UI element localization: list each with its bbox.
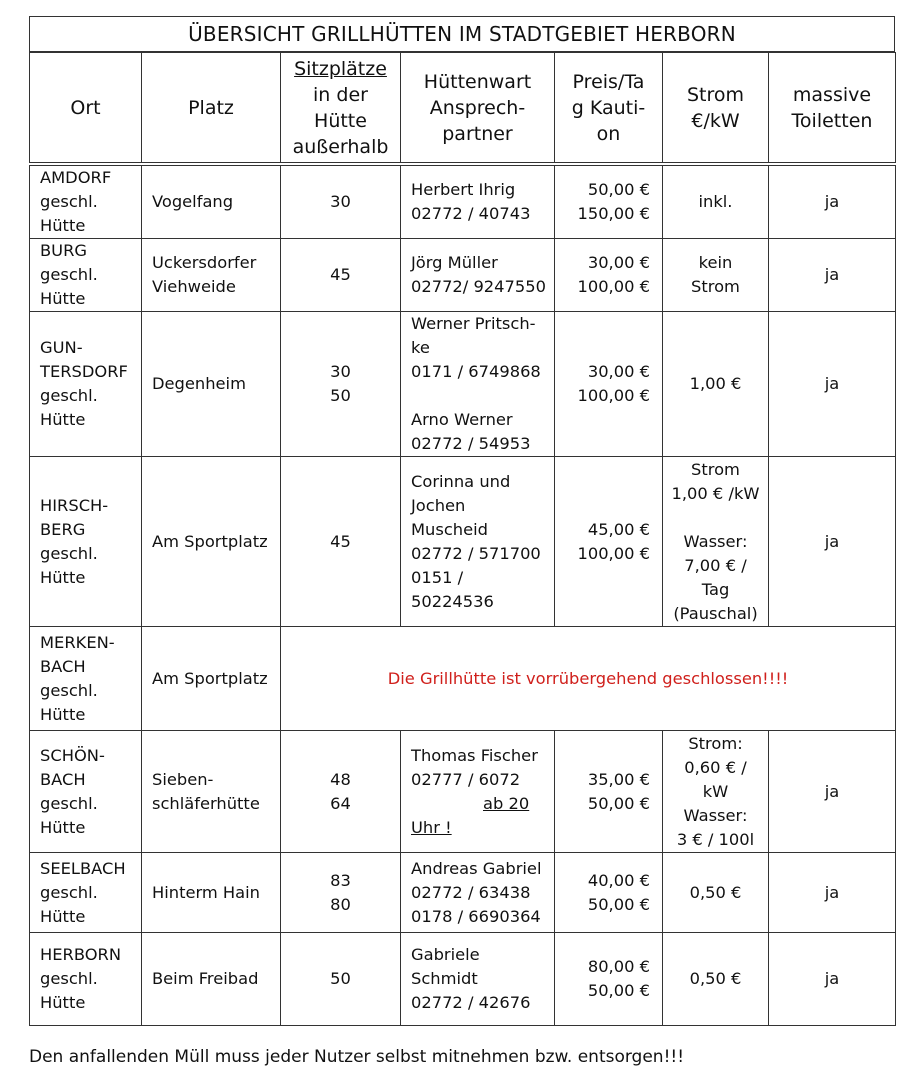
ort-line: Hütte (40, 216, 86, 235)
seats-line: 30 (330, 192, 351, 211)
strom-line: Wasser: (683, 531, 748, 551)
strom-line: Strom (691, 277, 740, 296)
contact-line: 02772 / 63438 (411, 882, 531, 902)
cell-platz (142, 312, 281, 457)
cell-contact (401, 853, 555, 933)
title-box (29, 16, 895, 52)
header-contact-line: Ansprech- (429, 96, 526, 119)
contact-line: Herbert Ihrig (411, 180, 516, 199)
header-price-line: on (596, 122, 621, 145)
cell-price (555, 933, 663, 1026)
cell-ort (30, 853, 142, 933)
contact-line: Corinna und (411, 471, 511, 491)
contact-line: 0171 / 6749868 (411, 362, 541, 381)
table-row (30, 627, 896, 731)
contact-line: Gabriele (411, 945, 480, 964)
cell-price (555, 731, 663, 853)
header-price-line: g Kauti- (571, 96, 646, 119)
cell-strom (663, 312, 769, 457)
ort-line: geschl. (40, 386, 98, 405)
ort-line: geschl. (40, 793, 98, 813)
seats-line: 45 (330, 531, 351, 551)
ort-line: AMDORF (40, 168, 112, 187)
contact-line: Thomas Fischer (411, 745, 538, 765)
cell-strom (663, 731, 769, 853)
ort-line: geschl. (40, 882, 98, 902)
strom-gap (663, 506, 768, 530)
table-row (30, 933, 896, 1026)
contact-line: Jochen (411, 495, 466, 515)
cell-ort (30, 166, 142, 239)
cell-seats (281, 457, 401, 627)
price-line: 50,00 € (587, 180, 650, 199)
ort-line: geschl. (40, 543, 98, 563)
cell-ort (30, 933, 142, 1026)
header-seats-line: in der (313, 83, 368, 106)
header-strom (663, 53, 769, 163)
document-sheet (29, 16, 895, 1026)
cell-ort (30, 731, 142, 853)
cell-toilets: ja (769, 239, 896, 312)
huts-table (29, 52, 896, 1026)
cell-strom (663, 239, 769, 312)
header-platz: Platz (142, 53, 281, 163)
cell-price (555, 457, 663, 627)
page-title: ÜBERSICHT GRILLHÜTTEN IM STADTGEBIET HERBORN (30, 17, 895, 52)
price-line: 30,00 € (587, 362, 650, 381)
price-line: 50,00 € (587, 894, 650, 914)
header-row (30, 53, 896, 163)
cell-seats (281, 933, 401, 1026)
contact-line: Jörg Müller (411, 253, 498, 272)
cell-toilets: ja (769, 312, 896, 457)
seats-line: 50 (330, 969, 351, 988)
ort-line: SCHÖN- (40, 745, 105, 765)
platz-line: Am Sportplatz (152, 531, 268, 551)
ort-line: geschl. (40, 969, 98, 988)
strom-line: kein (698, 253, 733, 272)
ort-line: Hütte (40, 993, 86, 1012)
footer-note: Den anfallenden Müll muss jeder Nutzer selbst mitnehmen bzw. entsorgen!!! (29, 1047, 685, 1067)
cell-toilets: ja (769, 166, 896, 239)
header-price (555, 53, 663, 163)
cell-contact (401, 239, 555, 312)
table-row (30, 457, 896, 627)
cell-contact (401, 312, 555, 457)
cell-price (555, 239, 663, 312)
price-line: 100,00 € (577, 277, 650, 296)
cell-ort (30, 239, 142, 312)
contact-line: ke (411, 338, 430, 357)
contact-line: 0178 / 6690364 (411, 906, 541, 926)
closed-notice: Die Grillhütte ist vorrübergehend geschlossen!!!! (281, 627, 896, 731)
ort-line: geschl. (40, 680, 98, 700)
ort-line: SEELBACH (40, 858, 126, 878)
cell-seats (281, 239, 401, 312)
strom-line: 3 € / 100l (676, 829, 755, 849)
contact-line: 02772 / 54953 (411, 434, 531, 453)
contact-line: Muscheid (411, 519, 488, 539)
ort-line: Hütte (40, 289, 86, 308)
ort-line: GUN- (40, 338, 83, 357)
ort-line: Hütte (40, 817, 86, 837)
cell-seats (281, 731, 401, 853)
contact-line: 0151 / (411, 567, 464, 587)
cell-platz (142, 166, 281, 239)
cell-seats (281, 166, 401, 239)
strom-line: 1,00 € (689, 374, 742, 393)
contact-line: 02772/ 9247550 (411, 277, 546, 296)
strom-line: 0,50 € (689, 882, 742, 902)
ort-line: Hütte (40, 704, 86, 724)
cell-strom (663, 853, 769, 933)
strom-line: 0,50 € (689, 969, 742, 988)
header-price-line: Preis/Ta (572, 70, 645, 93)
header-contact-line: partner (442, 122, 513, 145)
seats-line: 30 (330, 362, 351, 381)
cell-contact (401, 166, 555, 239)
cell-contact (401, 933, 555, 1026)
ort-line: BACH (40, 656, 86, 676)
cell-platz (142, 853, 281, 933)
platz-line: Am Sportplatz (152, 668, 268, 688)
header-toilets-line: massive (792, 83, 872, 106)
table-row (30, 166, 896, 239)
header-contact (401, 53, 555, 163)
table-row (30, 312, 896, 457)
header-toilets-line: Toiletten (791, 109, 873, 132)
contact-gap (411, 384, 554, 408)
header-contact-line: Hüttenwart (423, 70, 532, 93)
table-row (30, 731, 896, 853)
cell-price (555, 166, 663, 239)
platz-line: schläferhütte (152, 793, 260, 813)
cell-price (555, 853, 663, 933)
cell-price (555, 312, 663, 457)
contact-line: Werner Pritsch- (411, 314, 536, 333)
contact-line: Andreas Gabriel (411, 858, 542, 878)
strom-line: Wasser: (683, 805, 748, 825)
header-seats (281, 53, 401, 163)
ort-line: geschl. (40, 265, 98, 284)
ort-line: MERKEN- (40, 632, 115, 652)
cell-toilets: ja (769, 457, 896, 627)
ort-line: TERSDORF (40, 362, 128, 381)
cell-strom (663, 457, 769, 627)
ort-line: HIRSCH- (40, 495, 109, 515)
price-line: 45,00 € (587, 519, 650, 539)
seats-line: 83 (330, 870, 351, 890)
platz-line: Degenheim (152, 374, 246, 393)
cell-contact (401, 731, 555, 853)
strom-line: Strom (691, 459, 740, 479)
cell-strom (663, 166, 769, 239)
platz-line: Beim Freibad (152, 969, 259, 988)
contact-line: 02772 / 42676 (411, 993, 531, 1012)
cell-ort (30, 627, 142, 731)
contact-line: Schmidt (411, 969, 478, 988)
header-seats-line: Sitzplätze (294, 57, 387, 80)
contact-note-line: Uhr ! (411, 817, 452, 837)
strom-line: kW (702, 781, 729, 801)
table-row (30, 239, 896, 312)
seats-line: 64 (330, 793, 351, 813)
contact-line: 02772 / 571700 (411, 543, 541, 563)
strom-line: (Pauschal) (673, 603, 758, 623)
contact-line: 50224536 (411, 591, 494, 611)
price-line: 80,00 € (587, 957, 650, 976)
platz-line: Uckersdorfer (152, 253, 257, 272)
contact-line: 02772 / 40743 (411, 204, 531, 223)
platz-line: Sieben- (152, 769, 214, 789)
ort-line: geschl. (40, 192, 98, 211)
header-seats-line: außerhalb (292, 135, 389, 158)
cell-toilets: ja (769, 731, 896, 853)
cell-strom (663, 933, 769, 1026)
ort-line: Hütte (40, 410, 86, 429)
price-line: 35,00 € (587, 769, 650, 789)
ort-line: Hütte (40, 567, 86, 587)
seats-line: 50 (330, 386, 351, 405)
price-line: 100,00 € (577, 386, 650, 405)
header-strom-line: Strom (686, 83, 745, 106)
cell-seats (281, 853, 401, 933)
ort-line: BACH (40, 769, 86, 789)
platz-line: Hinterm Hain (152, 882, 260, 902)
strom-line: 0,60 € / (684, 757, 747, 777)
cell-platz (142, 731, 281, 853)
ort-line: HERBORN (40, 945, 122, 964)
header-toilets (769, 53, 896, 163)
ort-line: BERG (40, 519, 86, 539)
price-line: 50,00 € (587, 793, 650, 813)
cell-contact (401, 457, 555, 627)
strom-line: inkl. (698, 192, 733, 211)
contact-note-line: ab 20 (483, 793, 530, 813)
cell-ort (30, 457, 142, 627)
seats-line: 45 (330, 265, 351, 284)
cell-platz (142, 933, 281, 1026)
cell-platz (142, 457, 281, 627)
seats-line: 80 (330, 894, 351, 914)
price-line: 40,00 € (587, 870, 650, 890)
ort-line: BURG (40, 241, 88, 260)
table-row (30, 853, 896, 933)
cell-toilets: ja (769, 933, 896, 1026)
strom-line: Tag (701, 579, 730, 599)
price-line: 150,00 € (577, 204, 650, 223)
strom-line: 7,00 € / (684, 555, 747, 575)
strom-line: Strom: (688, 733, 743, 753)
price-line: 50,00 € (587, 981, 650, 1000)
contact-line: 02777 / 6072 (411, 769, 521, 789)
cell-seats (281, 312, 401, 457)
platz-line: Viehweide (152, 277, 236, 296)
cell-toilets: ja (769, 853, 896, 933)
cell-platz (142, 239, 281, 312)
strom-line: 1,00 € /kW (671, 483, 760, 503)
seats-line: 48 (330, 769, 351, 789)
header-ort: Ort (30, 53, 142, 163)
price-line: 100,00 € (577, 543, 650, 563)
header-seats-line: Hütte (314, 109, 367, 132)
ort-line: Hütte (40, 906, 86, 926)
header-strom-line: €/kW (691, 109, 740, 132)
platz-line: Vogelfang (152, 192, 234, 211)
contact-line: Arno Werner (411, 410, 513, 429)
price-line: 30,00 € (587, 253, 650, 272)
cell-platz (142, 627, 281, 731)
cell-ort (30, 312, 142, 457)
